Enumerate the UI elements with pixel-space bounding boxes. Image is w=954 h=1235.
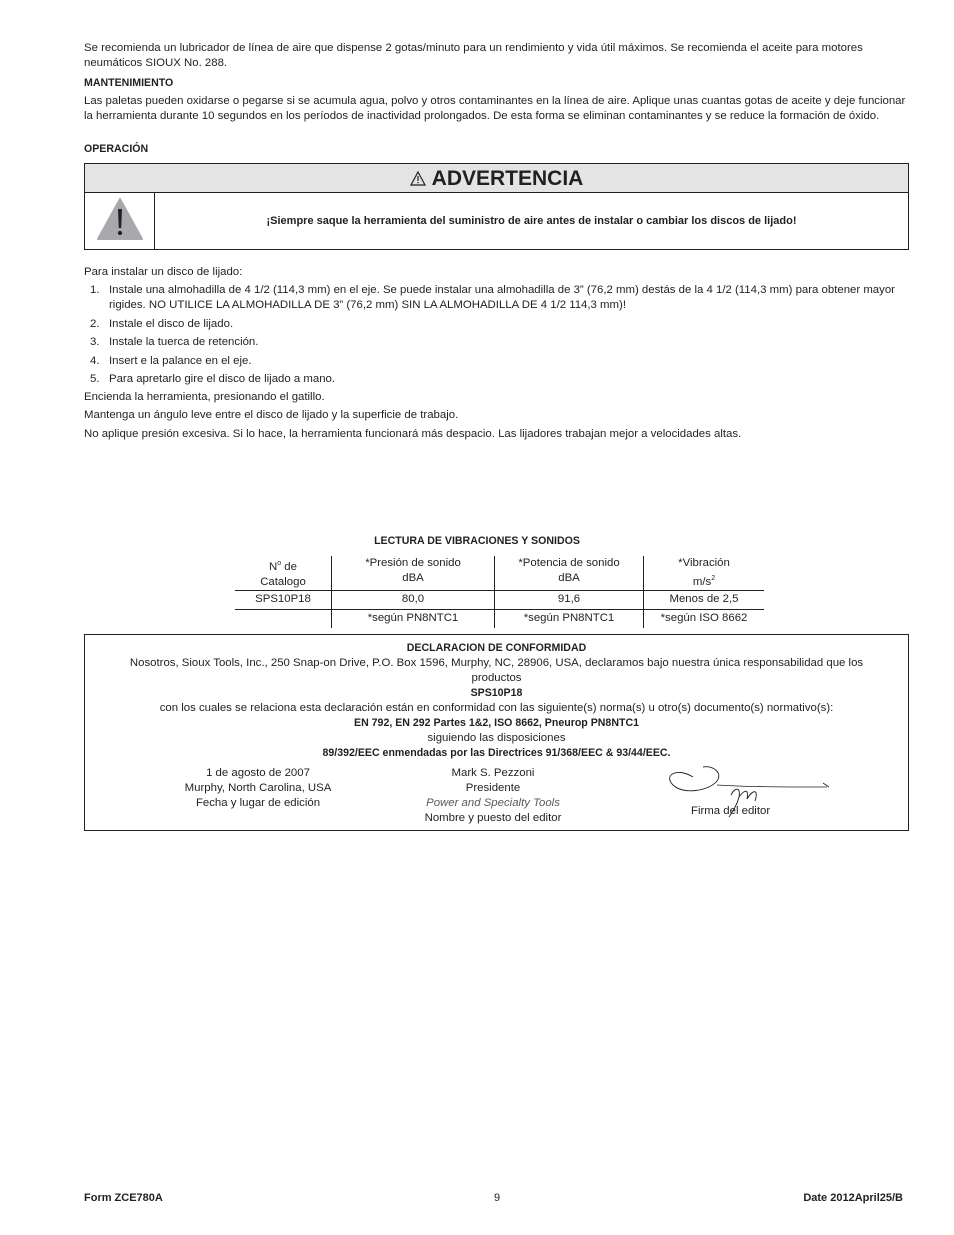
intro-paragraph: Se recomienda un lubricador de línea de aire que dispense 2 gotas/minuto para un rendimiento y vida útil máximos. Se recomienda el aceite para motores neumáticos SIOUX No. 288. — [84, 42, 863, 69]
declaration-directives: 89/392/EEC enmendadas por las Directrices 91/368/EEC & 93/44/EEC. — [322, 747, 671, 759]
table-row — [235, 609, 764, 628]
declaration-date: 1 de agosto de 2007 — [206, 767, 310, 779]
declaration-box — [84, 634, 909, 831]
step-text: Instale el disco de lijado. — [109, 317, 234, 330]
install-intro: Para instalar un disco de lijado: — [84, 266, 243, 278]
step-number: 4. — [90, 354, 100, 367]
declaration-product: SPS10P18 — [470, 687, 523, 699]
list-item — [84, 335, 910, 350]
declaration-line-1b: productos — [471, 672, 522, 684]
signature-label: Firma del editor — [691, 805, 771, 817]
list-item — [84, 372, 910, 387]
step-text: Instale una almohadilla de 4 1/2 (114,3 mm) en el eje. Se puede instalar una almohadilla de 3” (76,2 mm) destás de la 4 1/2 (114,3 mm) para obtener mayor rigides. NO UTILICE LA ALMOHADILLA DE 3” (76,2 mm) SIN LA ALMOHADILLA DE 4 1/2 114,3 mm)! — [109, 284, 895, 311]
footer-date: Date 2012April25/B — [803, 1192, 903, 1204]
list-item — [84, 317, 910, 332]
signer-division: Power and Specialty Tools — [426, 797, 560, 809]
column-header-catalog: $N^o$ de Catalogo — [235, 556, 332, 590]
cell-catalog: SPS10P18 — [235, 590, 332, 609]
warning-header — [85, 164, 908, 193]
step-number: 1. — [90, 284, 100, 296]
column-header-power: *Potencia de sonido dBA — [495, 556, 644, 590]
vibration-title: LECTURA DE VIBRACIONES Y SONIDOS — [374, 535, 580, 547]
vibration-table — [235, 556, 764, 628]
warning-icon-cell — [85, 193, 155, 249]
footer-page-number: 9 — [493, 1192, 501, 1204]
warning-text: ¡Siempre saque la herramienta del suministro de aire antes de instalar o cambiar los discos de lijado! — [266, 214, 797, 227]
cell-note-power: *según PN8NTC1 — [495, 609, 644, 628]
operation-text-2: Mantenga un ángulo leve entre el disco de lijado y la superficie de trabajo. — [84, 409, 459, 421]
signer-name: Mark S. Pezzoni — [451, 767, 535, 779]
declaration-date-label: Fecha y lugar de edición — [195, 797, 321, 809]
signer-label: Nombre y puesto del editor — [424, 812, 562, 824]
step-text: Para apretarlo gire el disco de lijado a mano. — [109, 373, 336, 385]
maintenance-text: Las paletas pueden oxidarse o pegarse si se acumula agua, polvo y otros contaminantes en la línea de aire. Aplique unas cuantas gotas de aceite y deje funcionar la herramienta durante 10 segundos en los períodos de inactividad prolongados. De esta forma se eliminan contaminantes y se reduce la formación de óxido. — [84, 95, 906, 122]
step-number: 5. — [90, 373, 100, 385]
cell-note-vibration: *según ISO 8662 — [644, 609, 765, 628]
cell-note-pressure: *según PN8NTC1 — [332, 609, 495, 628]
step-number: 2. — [90, 317, 100, 330]
operation-text-1: Encienda la herramienta, presionando el gatillo. — [84, 391, 325, 403]
operation-text-3: No aplique presión excesiva. Si lo hace, la herramienta funcionará más despacio. Las lijadores trabajan mejor a velocidades altas. — [84, 428, 742, 440]
step-text: Insert e la palance en el eje. — [109, 354, 252, 367]
maintenance-heading: MANTENIMIENTO — [84, 77, 174, 89]
cell-note-catalog — [235, 609, 332, 628]
warning-triangle-icon — [410, 171, 426, 186]
column-header-vibration: *Vibración $m/s^2$ — [644, 556, 765, 590]
signer-title: Presidente — [465, 782, 521, 794]
list-item — [84, 354, 910, 369]
step-number: 3. — [90, 336, 100, 348]
operation-heading: OPERACIÓN — [84, 143, 149, 155]
step-text: Instale la tuerca de retención. — [109, 336, 259, 348]
column-header-pressure: *Presión de sonido dBA — [332, 556, 495, 590]
exclamation-icon — [96, 197, 144, 246]
warning-title: ADVERTENCIA — [431, 166, 584, 190]
declaration-place: Murphy, North Carolina, USA — [184, 782, 332, 794]
cell-power: 91,6 — [495, 590, 644, 609]
declaration-line-2: con los cuales se relaciona esta declaración están en conformidad con las siguiente(s) norma(s) u otro(s) documento(s) normativo(s): — [159, 702, 834, 714]
date-place-block — [165, 766, 351, 811]
table-row — [235, 590, 764, 609]
declaration-standards: EN 792, EN 292 Partes 1&2, ISO 8662, Pneurop PN8NTC1 — [354, 717, 639, 729]
declaration-line-3: siguiendo las disposiciones — [427, 732, 566, 744]
table-header-row — [235, 556, 764, 590]
declaration-title: DECLARACION DE CONFORMIDAD — [406, 642, 587, 654]
signer-block — [395, 766, 591, 826]
cell-pressure: 80,0 — [332, 590, 495, 609]
list-item — [84, 283, 910, 313]
warning-box — [84, 163, 909, 250]
cell-vibration: Menos de 2,5 — [644, 590, 765, 609]
footer-form: Form ZCE780A — [84, 1192, 163, 1204]
declaration-line-1a: Nosotros, Sioux Tools, Inc., 250 Snap-on Drive, P.O. Box 1596, Murphy, NC, 28906, USA, declaramos bajo nuestra única responsabilidad que los — [129, 657, 864, 669]
install-steps — [84, 283, 910, 391]
